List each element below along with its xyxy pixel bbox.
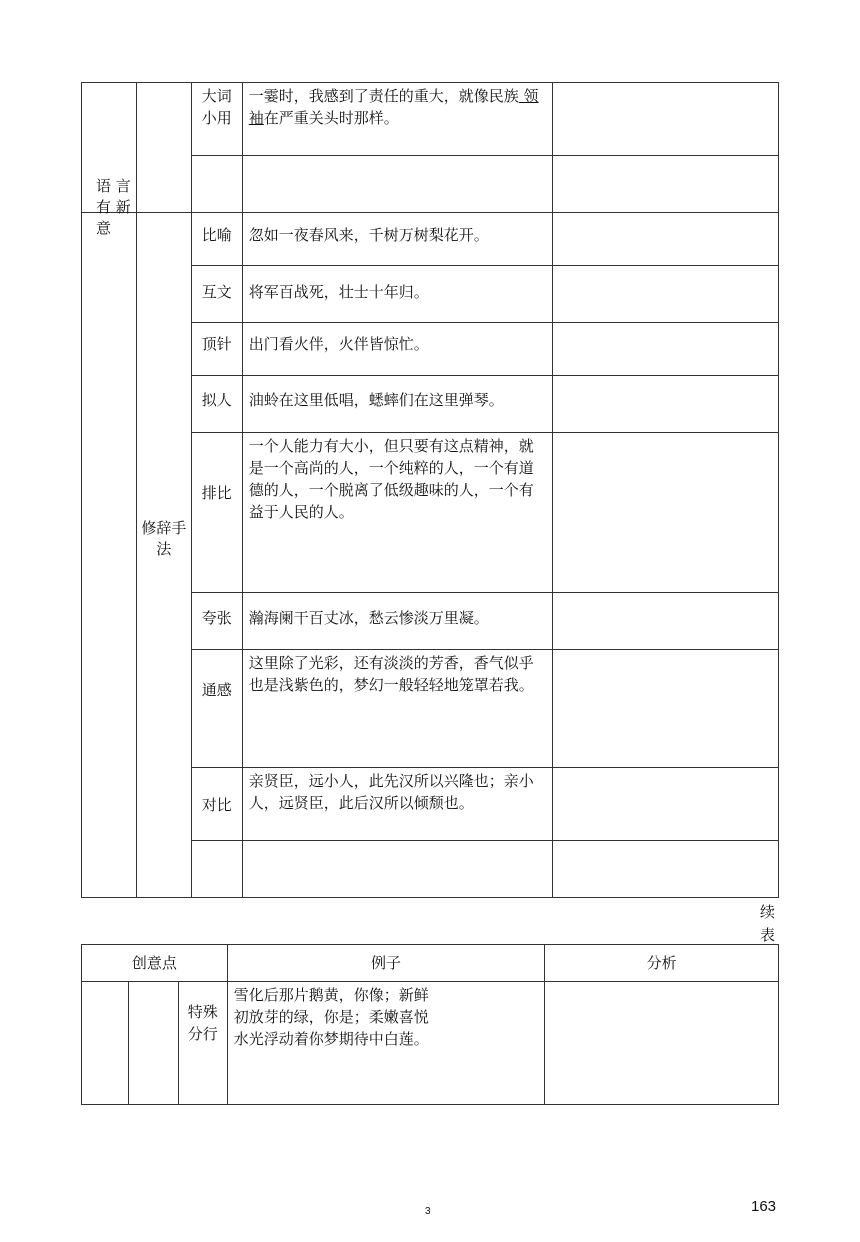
technique-label-cell: 拟人: [191, 376, 242, 433]
example-cell: [242, 841, 553, 898]
technique-label-cell: 比喻: [191, 213, 242, 266]
analysis-cell: [553, 323, 779, 376]
empty-cell: [128, 982, 178, 1105]
subgroup-empty-cell: [136, 83, 191, 213]
analysis-cell: [553, 593, 779, 650]
analysis-cell: [553, 768, 779, 841]
technique-label-cell: 对比: [191, 768, 242, 841]
analysis-cell: [545, 982, 779, 1105]
technique-label-cell: 互文: [191, 266, 242, 323]
example-cell: 一霎时，我感到了责任的重大，就像民族 领袖在严重关头时那样。: [242, 83, 553, 156]
example-cell: 出门看火伴，火伴皆惊忙。: [242, 323, 553, 376]
example-cell: 亲贤臣，远小人，此先汉所以兴隆也；亲小人，远贤臣，此后汉所以倾颓也。: [242, 768, 553, 841]
group-language-new-label: 语 言 有 新 意: [96, 177, 131, 237]
header-creative-point: 创意点: [82, 945, 228, 982]
analysis-cell: [553, 213, 779, 266]
example-cell: 一个人能力有大小，但只要有这点精神，就是一个高尚的人，一个纯粹的人，一个有道德的人，一个脱离了低级趣味的人，一个有益于人民的人。: [242, 433, 553, 593]
continued-table: [81, 944, 779, 1105]
analysis-cell: [553, 650, 779, 768]
analysis-cell: [553, 266, 779, 323]
continued-table-label: 续 表: [760, 903, 776, 944]
rhetoric-table: [81, 82, 779, 898]
page-number: 163: [751, 1198, 777, 1215]
example-cell: 油蛉在这里低唱，蟋蟀们在这里弹琴。: [242, 376, 553, 433]
underlined-word: 领袖: [248, 87, 539, 127]
technique-label-cell: 特殊 分行: [178, 982, 227, 1105]
example-cell: 雪化后那片鹅黄，你像；新鲜 初放芽的绿，你是；柔嫩喜悦 水光浮动着你梦期待中白莲。: [227, 982, 545, 1105]
subgroup-rhetoric-cell: [136, 213, 191, 898]
technique-label-cell: 大词 小用: [191, 83, 242, 156]
header-analysis: 分析: [545, 945, 779, 982]
analysis-cell: [553, 156, 779, 213]
technique-label-cell: 夸张: [191, 593, 242, 650]
technique-label-cell: 顶针: [191, 323, 242, 376]
technique-label-cell: 通感: [191, 650, 242, 768]
analysis-cell: [553, 83, 779, 156]
example-cell: [242, 156, 553, 213]
subgroup-rhetoric-label: 修辞手 法: [141, 519, 187, 558]
technique-label-cell: [191, 841, 242, 898]
example-cell: 这里除了光彩，还有淡淡的芳香，香气似乎也是浅紫色的，梦幻一般轻轻地笼罩若我。: [242, 650, 553, 768]
footer-center-number: 3: [425, 1206, 431, 1217]
empty-cell: [82, 982, 129, 1105]
header-example: 例子: [227, 945, 545, 982]
analysis-cell: [553, 433, 779, 593]
technique-label-cell: 排比: [191, 433, 242, 593]
example-cell: 将军百战死，壮士十年归。: [242, 266, 553, 323]
analysis-cell: [553, 841, 779, 898]
technique-label-cell: [191, 156, 242, 213]
example-cell: 瀚海阑干百丈冰，愁云惨淡万里凝。: [242, 593, 553, 650]
example-cell: 忽如一夜春风来，千树万树梨花开。: [242, 213, 553, 266]
group-language-new-cell: [82, 83, 137, 237]
analysis-cell: [553, 376, 779, 433]
group-language-new-cont-cell: [82, 213, 137, 898]
